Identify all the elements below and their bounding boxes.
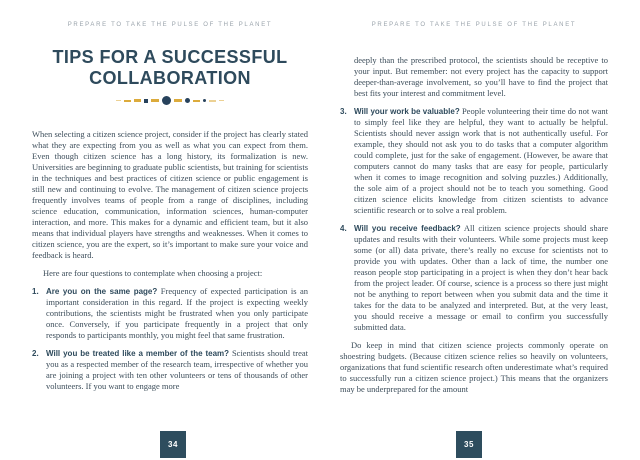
page-number-tab-right [456,431,482,458]
list-item-body [354,106,608,216]
ornament-dash-icon [151,99,159,102]
right-page [340,0,608,460]
list-item-number: 2. [32,349,39,358]
list-item-number: 4. [340,224,347,233]
chapter-title-line1: TIPS FOR A SUCCESSFUL [52,47,288,67]
ornament-dash-icon [174,99,182,102]
list-item-body [354,223,608,333]
list-item-text: Frequency of expected participation is an important consideration in this regard. If the project is expecting weekly contributions, the scientists might be frustrated when you only participate once. Conversely, if you participate frequently in a project that only responds to participants monthly, you might feel that same frustration. [46,286,309,340]
ornament-dash-icon [124,100,131,102]
list-item-question: Are you on the same page? [46,287,158,296]
list-item-text: All citizen science projects should share updates and results with their volunteers. While some projects must keep some (or all) data private, there’s really no excuse for scientists not to provide you with updates. Other than a lack of time, the number one reason people stop participating in a project is when they don’t hear back from the project leader. Of course, science is a process so there just might not be anything to report between when you submit data and the time it takes for the data to be analyzed and interpreted. But, at the very least, you should receive a message or email to confirm you successfully submitted data. [354,223,608,332]
left-page [32,0,308,460]
ornament-dot-icon [162,96,171,105]
list-item-number: 3. [340,107,347,116]
running-header-left: PREPARE TO TAKE THE PULSE OF THE PLANET [67,22,273,28]
list-item [32,286,308,341]
list-item-body [46,286,308,341]
ornament-dash-icon [209,100,216,102]
running-header-right: PREPARE TO TAKE THE PULSE OF THE PLANET [371,22,577,28]
ornament-dot-icon [185,98,190,103]
intro-paragraph: When selecting a citizen science project, consider if the project has clearly stated what they are expecting from you as well as what you can expect from them. Even though citizen science has a long history, its formalization is new. Universities are beginning to graduate public scientists, but training for scientists in the techniques and best practices of citizen science or public engagement is still new and continuing to evolve. The management of citizen science projects frequently involves teams of people from a range of disciplines, including science education, communication, information sciences, human-computer interaction, and more. This makes for a dynamic and efficient team, but it also means that individual players have strengths and weaknesses. When it comes to citizen science, you are the expert, so it’s important to make sure your voice and feedback is heard. [32,129,308,260]
ornament-dot-icon [203,99,206,102]
list-item-question: Will you receive feedback? [354,224,461,233]
ornament-dash-icon [116,100,121,101]
ornament-dash-icon [134,99,141,102]
list-item [32,348,308,392]
list-item-text: Scientists should treat you as a respected member of the research team, irrespective of whether you are joining a project with ten other volunteers or tens of thousands of other volunteers. If you want to engage more [46,348,309,391]
lead-in-paragraph: Here are four questions to contemplate when choosing a project: [43,268,263,278]
list-item [340,106,608,216]
ornament-dash-icon [219,100,224,101]
chapter-ornament [32,96,308,105]
ornament-dot-icon [144,99,148,103]
list-item-question: Will you be treated like a member of the team? [46,349,230,358]
list-item [340,223,608,333]
page-number-tab-left [160,431,186,458]
closing-paragraph: Do keep in mind that citizen science projects commonly operate on shoestring budgets. (Because citizen science relies so heavily on volunteers, organizations that fund scientific research often underestimate what’s required to successfully run a citizen science project.) This means that the organizers may be underprepared for the amount [340,340,608,394]
list-item-question: Will your work be valuable? [354,107,460,116]
chapter-title [32,47,308,88]
page-number: 35 [464,440,474,449]
list-item-body [46,348,308,392]
chapter-title-line2: COLLABORATION [89,67,251,88]
list-item-number: 1. [32,287,39,296]
page-number: 34 [168,440,178,449]
ornament-dash-icon [193,100,200,102]
list-item-text: People volunteering their time do not want to simply feel like they are helpful, they want to actually be helpful. Scientists should never assign work that is not authentically useful. For example, they should not ask you to do tasks that a computer algorithm could complete, just for the sake of engagement. (However, be aware that computers cannot do many tasks that are easy for people, particularly when it comes to image recognition and solving puzzles.) Additionally, the sole aim of a project should not be to teach you something. Good citizen science elicits knowledge from citizen scientists to advance scientific research or to solve a real problem. [354,106,608,215]
continuation-paragraph: deeply than the prescribed protocol, the scientists should be receptive to your input. But remember: not every project has the capacity to support deeper-than-average involvement, so you’ll have to find the project that best fits your interest and commitment level. [354,55,608,98]
